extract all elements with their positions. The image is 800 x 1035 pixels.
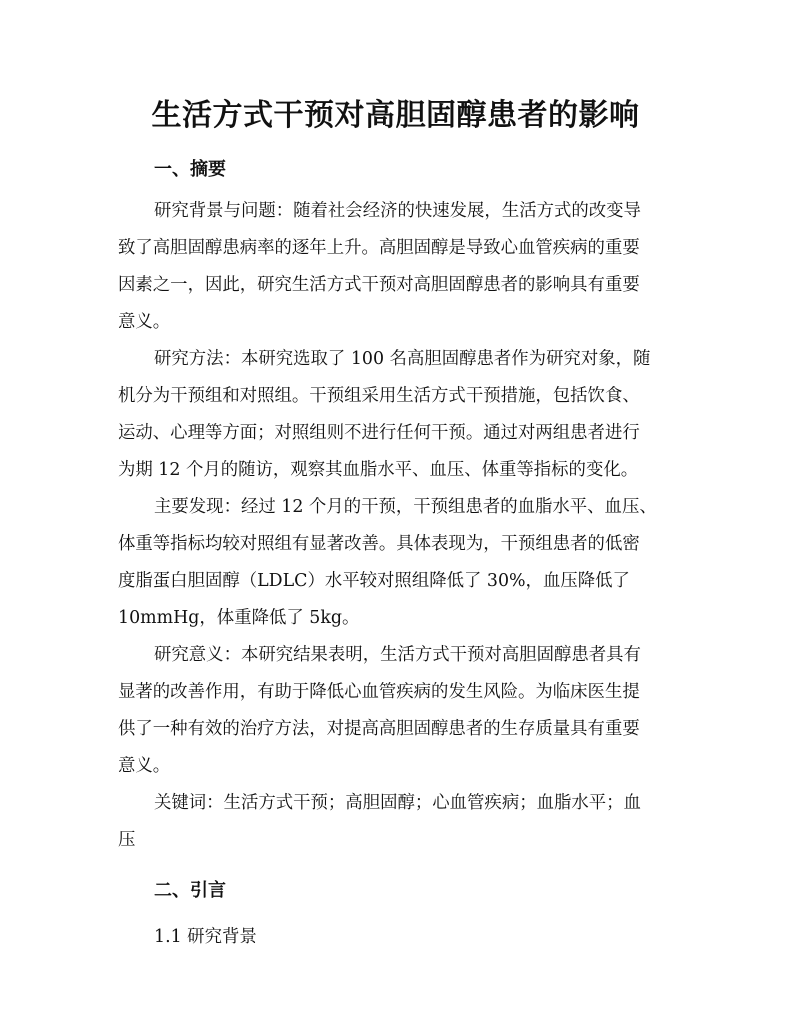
section-heading-abstract: 一、摘要 (154, 159, 226, 180)
section-heading-introduction: 二、引言 (154, 880, 226, 901)
document-title: 生活方式干预对高胆固醇患者的影响 (151, 98, 640, 133)
text-line: 机分为干预组和对照组。干预组采用生活方式干预措施，包括饮食、 (118, 386, 640, 406)
text-line: 主要发现：经过 12 个月的干预，干预组患者的血脂水平、血压、 (154, 497, 657, 517)
text-line: 因素之一，因此，研究生活方式干预对高胆固醇患者的影响具有重要 (118, 275, 640, 295)
text-line: 致了高胆固醇患病率的逐年上升。高胆固醇是导致心血管疾病的重要 (118, 238, 640, 258)
paragraph-background (118, 193, 673, 341)
text-line: 研究意义：本研究结果表明，生活方式干预对高胆固醇患者具有 (154, 645, 641, 665)
paragraph-keywords (118, 785, 673, 859)
text-line: 研究方法：本研究选取了 100 名高胆固醇患者作为研究对象，随 (154, 349, 651, 369)
text-line: 为期 12 个月的随访，观察其血脂水平、血压、体重等指标的变化。 (118, 460, 639, 480)
text-line: 显著的改善作用，有助于降低心血管疾病的发生风险。为临床医生提 (118, 682, 640, 702)
text-line: 体重等指标均较对照组有显著改善。具体表现为，干预组患者的低密 (118, 534, 640, 554)
paragraph-findings (118, 489, 673, 637)
text-line: 供了一种有效的治疗方法，对提高高胆固醇患者的生存质量具有重要 (118, 719, 640, 739)
text-line: 运动、心理等方面；对照组则不进行任何干预。通过对两组患者进行 (118, 423, 640, 443)
paragraph-significance (118, 637, 673, 785)
text-line: 度脂蛋白胆固醇（LDLC）水平较对照组降低了 30%，血压降低了 (118, 571, 630, 591)
text-line: 意义。 (118, 312, 171, 332)
text-line: 意义。 (118, 756, 171, 776)
document-page (118, 0, 673, 951)
text-line: 10mmHg，体重降低了 5kg。 (118, 608, 360, 628)
paragraph-methods (118, 341, 673, 489)
subsection-heading-background: 1.1 研究背景 (154, 927, 257, 947)
text-line: 压 (118, 830, 136, 850)
text-line: 研究背景与问题：随着社会经济的快速发展，生活方式的改变导 (154, 201, 641, 221)
text-line: 关键词：生活方式干预；高胆固醇；心血管疾病；血脂水平；血 (154, 793, 641, 813)
